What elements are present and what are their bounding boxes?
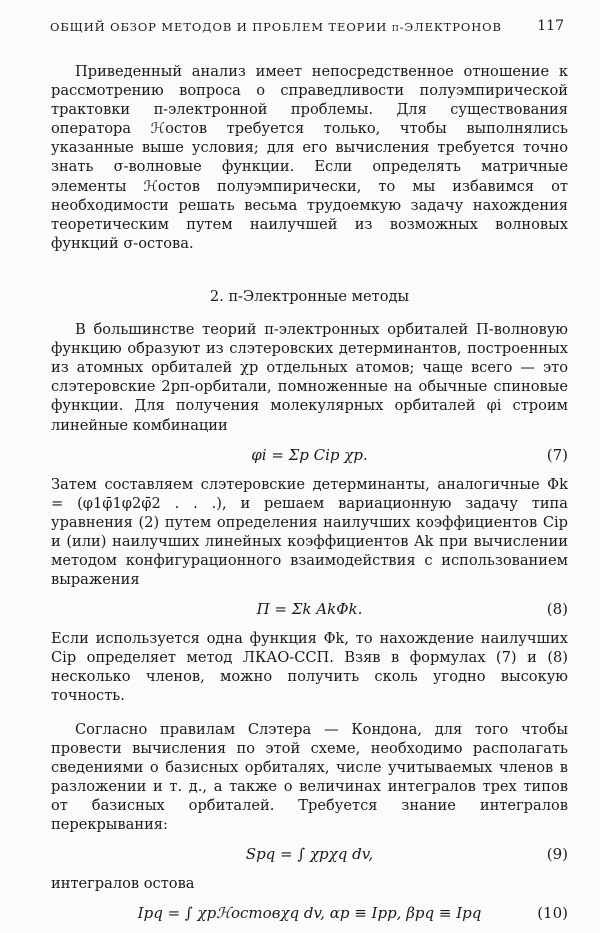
- equation-8-formula: П = Σk AkΦk.: [256, 600, 363, 619]
- paragraph-1: Приведенный анализ имеет непосредственное отношение к рассмотрению вопроса о справедливости полуэмпирической трактовки π-электронной проблемы. Для существования оператора ℋостов требуется только, чтобы выполнялись указанные выше условия; для его вычисления требуется точно знать σ-волновые функции. Если определять матричные элементы ℋостов полуэмпирически, то мы избавимся от необходимости решать весьма трудоемкую задачу нахождения теоретическим путем наилучшей из возможных волновых функций σ-остова.: [51, 63, 568, 252]
- section-heading: 2. π-Электронные методы: [209, 287, 410, 305]
- page-number: 117: [537, 18, 564, 34]
- equation-9: [51, 834, 568, 874]
- equation-10-number: (10): [537, 904, 568, 923]
- running-header: [50, 20, 564, 34]
- equation-9-number: (9): [546, 845, 568, 864]
- paragraph-2: В большинстве теорий π-электронных орбиталей П-волновую функцию образуют из слэтеровских детерминантов, построенных из атомных орбиталей χp отдельных атомов; чаще всего — это слэтеровские 2pπ-орбитали, помноженные на обычные спиновые функции. Для получения молекулярных орбиталей φi строим линейные комбинации: [51, 321, 568, 434]
- equation-8: [51, 589, 568, 629]
- equation-7: [51, 435, 568, 475]
- equation-8-number: (8): [546, 600, 568, 619]
- equation-10-formula: Ipq = ∫ χpℋостовχq dv, αp ≡ Ipp, βpq ≡ Ipq: [137, 904, 482, 923]
- paragraph-6: интегралов остова: [51, 875, 195, 893]
- equation-9-formula: Spq = ∫ χpχq dv,: [245, 845, 374, 864]
- paragraph-4: Если используется одна функция Φk, то нахождение наилучших Cip определяет метод ЛКАО-ССП. Взяв в формулах (7) и (8) несколько членов, можно получить сколь угодно высокую точность.: [51, 630, 568, 705]
- running-title: ОБЩИЙ ОБЗОР МЕТОДОВ И ПРОБЛЕМ ТЕОРИИ π-ЭЛЕКТРОНОВ: [50, 20, 502, 34]
- equation-7-number: (7): [546, 445, 568, 464]
- equation-7-formula: φi = Σp Cip χp.: [251, 445, 368, 464]
- equation-10: [51, 893, 568, 933]
- page-body: [51, 62, 568, 933]
- paragraph-3: Затем составляем слэтеровские детерминанты, аналогичные Φk = (φ1φ̄1φ2φ̄2 . . .), и решаем вариационную задачу типа уравнения (2) путем определения наилучших коэффициентов Cip и (или) наилучших линейных коэффициентов Ak при вычислении методом конфигурационного взаимодействия с использованием выражения: [51, 475, 568, 589]
- paragraph-5: Согласно правилам Слэтера — Кондона, для того чтобы провести вычисления по этой схеме, необходимо располагать сведениями о базисных орбиталях, числе учитываемых членов в разложении и т. д., а также о величинах интегралов трех типов от базисных орбиталей. Требуется знание интегралов перекрывания:: [51, 720, 568, 833]
